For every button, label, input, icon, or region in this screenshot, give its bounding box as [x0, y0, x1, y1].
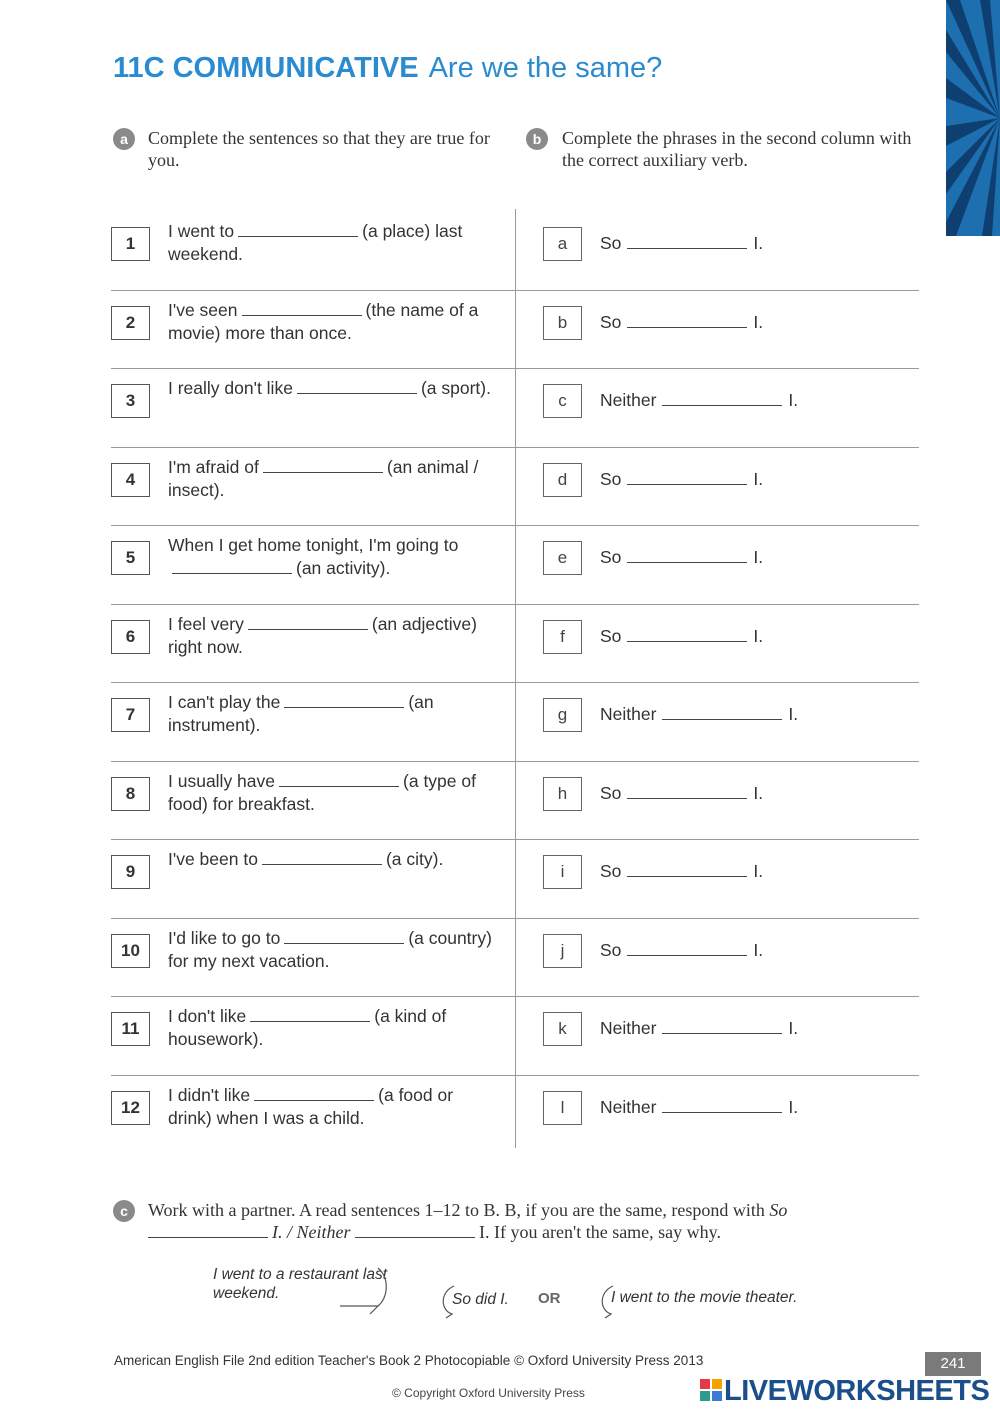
copyright-notice: © Copyright Oxford University Press [392, 1386, 585, 1400]
response-phrase [600, 1018, 798, 1039]
auxiliary-blank[interactable] [662, 1020, 782, 1034]
sentence-start: I don't like [168, 1006, 247, 1026]
liveworksheets-logo-icon [700, 1377, 724, 1405]
table-row [0, 601, 1000, 679]
phrase-lead: Neither [600, 1018, 657, 1038]
table-row [0, 993, 1000, 1071]
sentence-blank[interactable] [242, 302, 362, 316]
sentence-number: 1 [111, 227, 150, 261]
auxiliary-blank[interactable] [627, 942, 747, 956]
phrase-tail: I. [753, 783, 764, 803]
instruction-c-blank-1[interactable] [148, 1224, 268, 1238]
response-phrase [600, 626, 763, 647]
sentence-blank[interactable] [238, 223, 358, 237]
sentence-blank[interactable] [284, 930, 404, 944]
auxiliary-blank[interactable] [627, 785, 747, 799]
instruction-b: Complete the phrases in the second column with the correct auxiliary verb. [562, 128, 912, 170]
sentence-blank[interactable] [297, 380, 417, 394]
instruction-a-bullet: a [113, 128, 135, 150]
phrase-letter: a [543, 227, 582, 261]
phrase-tail: I. [753, 312, 764, 332]
phrase-tail: I. [753, 547, 764, 567]
table-row [0, 522, 1000, 600]
sentence-text [168, 220, 498, 266]
sentence-start: I've seen [168, 300, 238, 320]
instruction-c-i-neither: I. / Neither [272, 1222, 351, 1242]
sentence-blank[interactable] [250, 1008, 370, 1022]
instruction-c-so: So [769, 1200, 788, 1220]
page-title [113, 52, 662, 85]
phrase-lead: So [600, 233, 622, 253]
sentence-number: 6 [111, 620, 150, 654]
sentence-number: 7 [111, 698, 150, 732]
auxiliary-blank[interactable] [662, 706, 782, 720]
lesson-subtitle: Are we the same? [428, 52, 663, 84]
phrase-letter: i [543, 855, 582, 889]
page-number: 241 [925, 1352, 981, 1376]
auxiliary-blank[interactable] [662, 1099, 782, 1113]
response-phrase [600, 1097, 798, 1118]
phrase-letter: h [543, 777, 582, 811]
phrase-lead: Neither [600, 704, 657, 724]
phrase-lead: So [600, 626, 622, 646]
sentence-end: (the name of a movie) more than once. [168, 300, 479, 343]
sentence-start: I can't play the [168, 692, 281, 712]
phrase-letter: g [543, 698, 582, 732]
sentence-number: 2 [111, 306, 150, 340]
sentence-text [168, 299, 498, 345]
table-row [0, 365, 1000, 443]
phrase-letter: j [543, 934, 582, 968]
example-reply-1: So did I. [452, 1291, 509, 1308]
sentence-end: (an adjective) right now. [168, 614, 477, 657]
sentence-text [168, 691, 498, 737]
sentence-text [168, 770, 498, 816]
sentence-blank[interactable] [263, 459, 383, 473]
sentence-blank[interactable] [254, 1087, 374, 1101]
response-phrase [600, 940, 763, 961]
sentence-text [168, 377, 498, 400]
table-row [0, 679, 1000, 757]
instruction-c-part1: Work with a partner. A read sentences 1–12 to B. B, if you are the same, respond with [148, 1200, 765, 1220]
phrase-tail: I. [753, 626, 764, 646]
example-reply-2: I went to the movie theater. [611, 1289, 798, 1306]
response-phrase [600, 783, 763, 804]
sentence-text [168, 613, 498, 659]
sentence-end: (an activity). [296, 558, 391, 578]
sentence-blank[interactable] [262, 851, 382, 865]
liveworksheets-watermark: LIVEWORKSHEETS [724, 1375, 990, 1407]
phrase-letter: l [543, 1091, 582, 1125]
sentence-number: 4 [111, 463, 150, 497]
table-row [0, 915, 1000, 993]
footer-credit: American English File 2nd edition Teacher's Book 2 Photocopiable © Oxford University Press 2013 [114, 1353, 704, 1368]
auxiliary-blank[interactable] [627, 863, 747, 877]
sentence-start: I'd like to go to [168, 928, 281, 948]
sentence-start: When I get home tonight, I'm going to [168, 535, 459, 555]
speech-bubble-tail-1 [338, 1262, 398, 1317]
auxiliary-blank[interactable] [627, 314, 747, 328]
phrase-tail: I. [788, 1097, 799, 1117]
phrase-lead: So [600, 547, 622, 567]
sentence-end: (a city). [385, 849, 444, 869]
sentence-blank[interactable] [248, 616, 368, 630]
phrase-lead: So [600, 469, 622, 489]
phrase-tail: I. [788, 390, 799, 410]
lesson-code: 11C [113, 52, 165, 84]
sentence-text [168, 456, 498, 502]
sentence-number: 12 [111, 1091, 150, 1125]
sentence-end: (a place) last weekend. [168, 221, 463, 264]
sentence-start: I feel very [168, 614, 244, 634]
phrase-lead: So [600, 312, 622, 332]
sentence-end: (a country) for my next vacation. [168, 928, 492, 971]
sentence-start: I really don't like [168, 378, 293, 398]
sentence-text [168, 1084, 498, 1130]
auxiliary-blank[interactable] [627, 549, 747, 563]
sentence-text [168, 534, 498, 580]
instruction-b-bullet: b [526, 128, 548, 150]
sentence-start: I'm afraid of [168, 457, 259, 477]
phrase-tail: I. [753, 469, 764, 489]
sentence-number: 8 [111, 777, 150, 811]
table-row [0, 758, 1000, 836]
sentence-start: I usually have [168, 771, 276, 791]
sentence-start: I went to [168, 221, 235, 241]
phrase-lead: So [600, 783, 622, 803]
table-row [0, 287, 1000, 365]
sentence-text [168, 1005, 498, 1051]
sentence-end: (an animal / insect). [168, 457, 479, 500]
sentence-number: 3 [111, 384, 150, 418]
sentence-blank[interactable] [279, 773, 399, 787]
phrase-lead: Neither [600, 1097, 657, 1117]
instruction-c-bullet: c [113, 1200, 135, 1222]
phrase-letter: b [543, 306, 582, 340]
phrase-tail: I. [788, 704, 799, 724]
response-phrase [600, 704, 798, 725]
phrase-tail: I. [753, 940, 764, 960]
response-phrase [600, 861, 763, 882]
phrase-letter: e [543, 541, 582, 575]
sentence-blank[interactable] [284, 694, 404, 708]
table-row [0, 444, 1000, 522]
phrase-tail: I. [753, 861, 764, 881]
sentence-end: (a type of food) for breakfast. [168, 771, 476, 814]
instruction-c-blank-2[interactable] [355, 1224, 475, 1238]
lesson-category: COMMUNICATIVE [172, 52, 419, 84]
sentence-number: 11 [111, 1012, 150, 1046]
sentence-end: (a kind of housework). [168, 1006, 447, 1049]
response-phrase [600, 390, 798, 411]
instruction-c [148, 1199, 908, 1243]
sentence-blank[interactable] [172, 560, 292, 574]
sentence-end: (an instrument). [168, 692, 434, 735]
phrase-letter: k [543, 1012, 582, 1046]
sentence-text [168, 927, 498, 973]
table-row [0, 208, 1000, 286]
sentence-number: 10 [111, 934, 150, 968]
table-row [0, 836, 1000, 914]
response-phrase [600, 233, 763, 254]
sentence-start: I've been to [168, 849, 258, 869]
response-phrase [600, 547, 763, 568]
or-label: OR [538, 1290, 561, 1307]
sentence-number: 9 [111, 855, 150, 889]
phrase-lead: So [600, 940, 622, 960]
sentence-end: (a food or drink) when I was a child. [168, 1085, 454, 1128]
auxiliary-blank[interactable] [627, 628, 747, 642]
response-phrase [600, 469, 763, 490]
instruction-a: Complete the sentences so that they are true for you. [148, 128, 490, 170]
phrase-letter: c [543, 384, 582, 418]
sentence-end: (a sport). [420, 378, 491, 398]
phrase-letter: f [543, 620, 582, 654]
response-phrase [600, 312, 763, 333]
phrase-tail: I. [753, 233, 764, 253]
phrase-letter: d [543, 463, 582, 497]
corner-sunburst-graphic [946, 0, 1000, 236]
auxiliary-blank[interactable] [627, 235, 747, 249]
sentence-start: I didn't like [168, 1085, 251, 1105]
sentence-number: 5 [111, 541, 150, 575]
instruction-c-part2: I. If you aren't the same, say why. [479, 1222, 721, 1242]
auxiliary-blank[interactable] [627, 471, 747, 485]
auxiliary-blank[interactable] [662, 392, 782, 406]
table-row [0, 1072, 1000, 1150]
phrase-lead: So [600, 861, 622, 881]
phrase-lead: Neither [600, 390, 657, 410]
phrase-tail: I. [788, 1018, 799, 1038]
example-speech-1: I went to a restaurant last weekend. [213, 1266, 388, 1302]
sentence-text [168, 848, 498, 871]
